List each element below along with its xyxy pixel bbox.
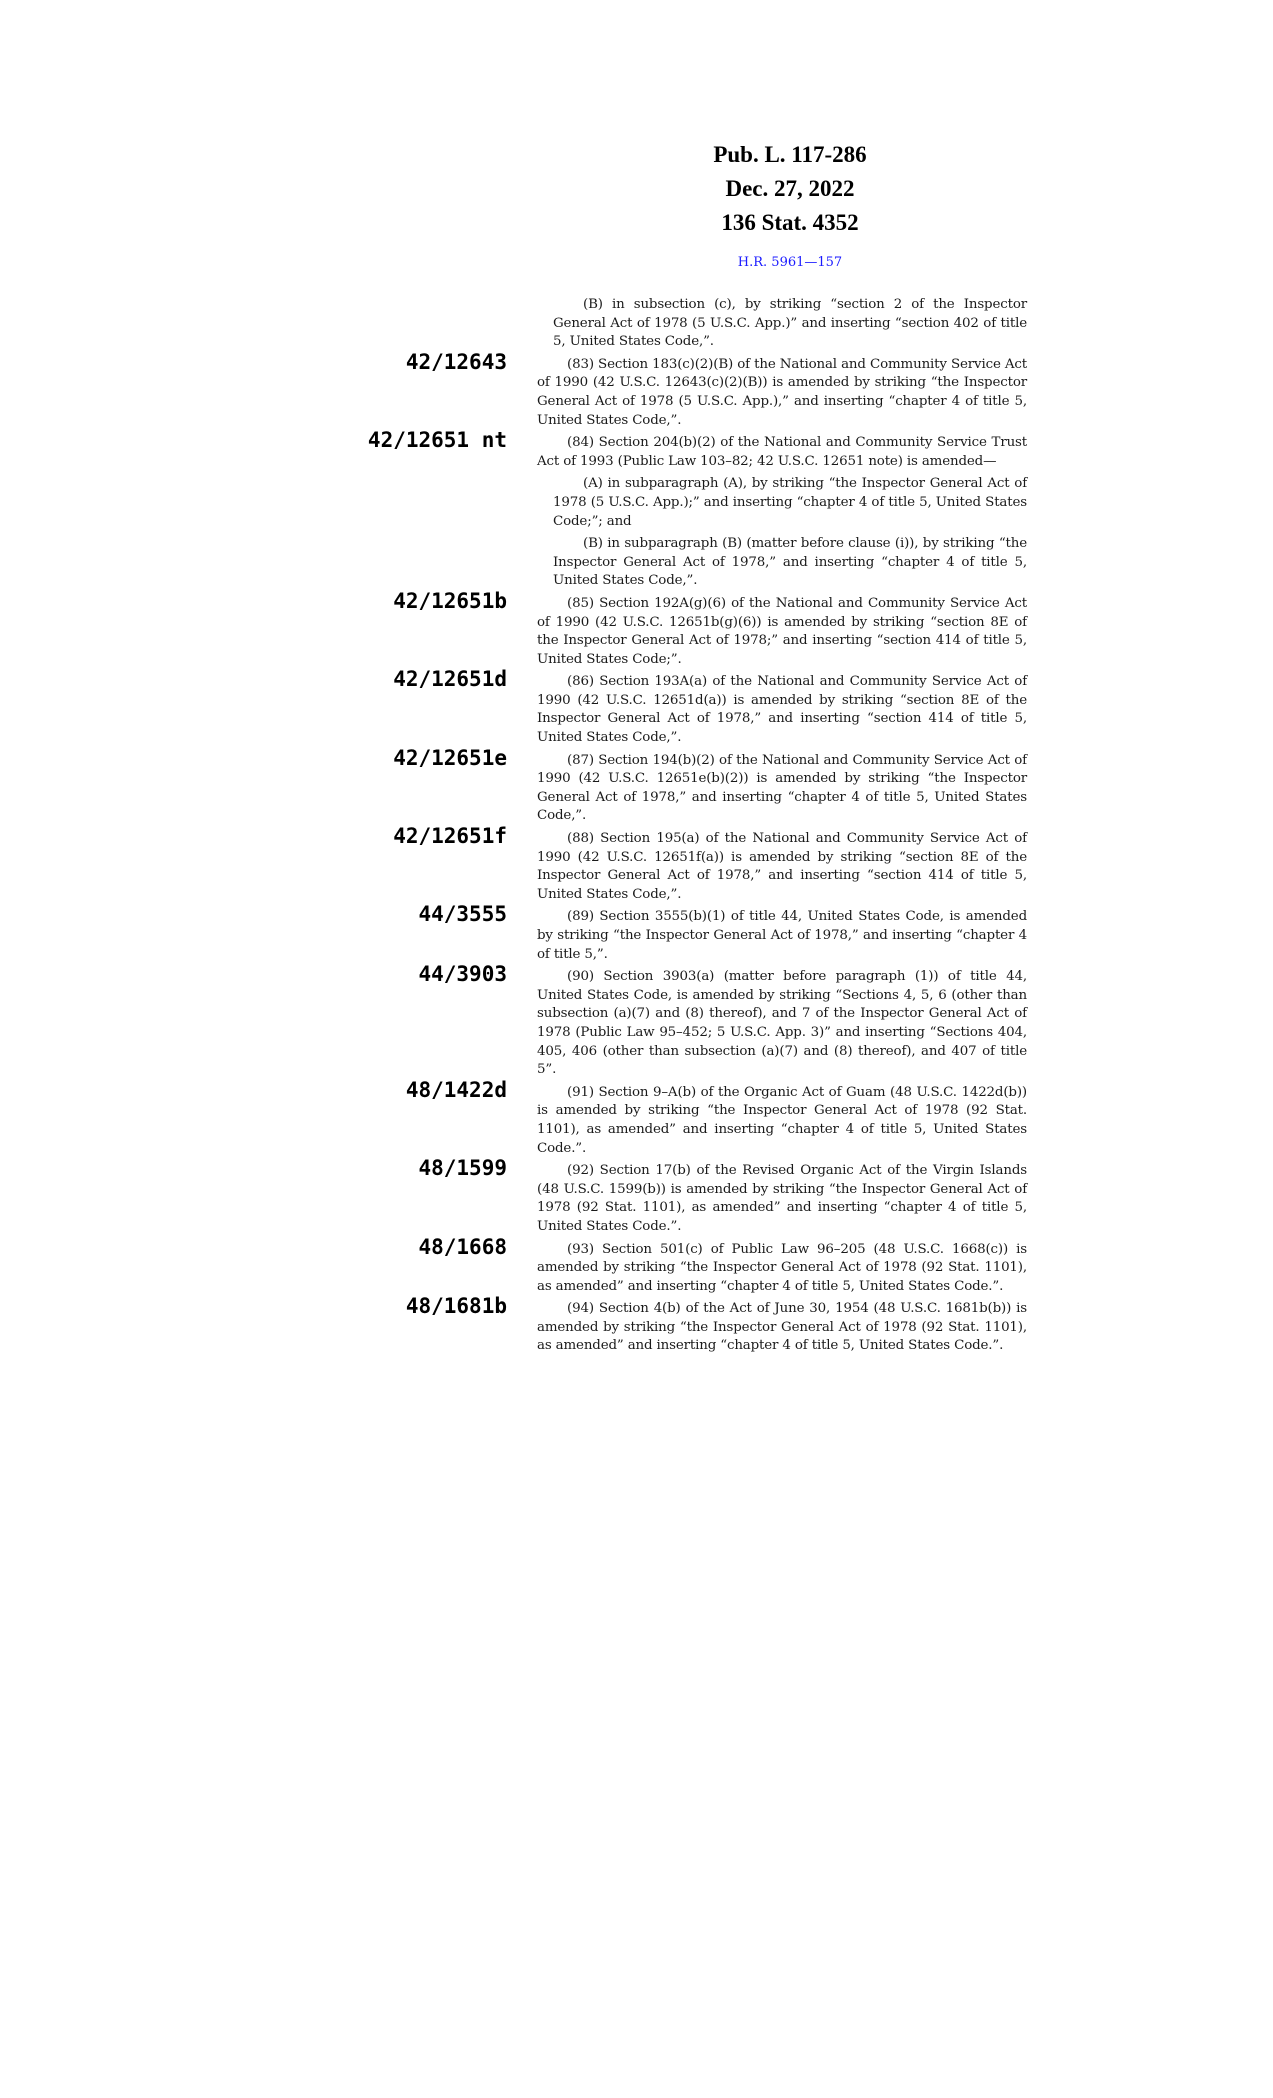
paragraph-text: (87) Section 194(b)(2) of the National and Community Service Act of 1990 (42 U.S.C. 12651e(b)(2)) is amended by striking “the Inspector General Act of 1978,” and inserting “chapter 4 of title 5, United States Code,”. xyxy=(537,752,1027,824)
statute-paragraph xyxy=(405,1077,1027,1158)
statute-paragraph xyxy=(537,296,1027,352)
paragraph-text: (84) Section 204(b)(2) of the National and Community Service Trust Act of 1993 (Public Law 103–82; 42 U.S.C. 12651 note) is amended— xyxy=(537,435,1027,469)
document-header xyxy=(640,138,940,240)
margin-citation: 42/12651f xyxy=(393,824,507,849)
bill-page-link[interactable]: H.R. 5961—157 xyxy=(737,255,843,270)
margin-citation: 42/12651b xyxy=(393,588,507,613)
paragraph-text: (B) in subparagraph (B) (matter before clause (i)), by striking “the Inspector General Act of 1978,” and inserting “chapter 4 of title 5, United States Code,”. xyxy=(553,536,1027,589)
statute-paragraph xyxy=(537,535,1027,591)
margin-citation: 42/12643 xyxy=(405,349,507,374)
paragraph-text: (90) Section 3903(a) (matter before paragraph (1)) of title 44, United States Code, is amended by striking “Sections 4, 5, 6 (other than subsection (a)(7) and (8) thereof), and 7 of the Inspector General Act of 1978 (Public Law 95–452; 5 U.S.C. App. 3)” and inserting “Sections 404, 405, 406 (other than subsection (a)(7) and (8) thereof), and 407 of title 5”. xyxy=(537,969,1027,1078)
statute-citation: 136 Stat. 4352 xyxy=(721,210,859,235)
paragraph-text: (91) Section 9–A(b) of the Organic Act of Guam (48 U.S.C. 1422d(b)) is amended by striking “the Inspector General Act of 1978 (92 Stat. 1101), as amended” and inserting “chapter 4 of title 5, United States Code.”. xyxy=(537,1084,1027,1156)
paragraph-text: (85) Section 192A(g)(6) of the National and Community Service Act of 1990 (42 U.S.C. 12651b(g)(6)) is amended by striking “section 8E of the Inspector General Act of 1978;” and inserting “section 414 of title 5, United States Code;”. xyxy=(537,595,1027,667)
statute-paragraph xyxy=(367,428,1027,471)
margin-citation: 44/3903 xyxy=(418,962,507,987)
statute-paragraph xyxy=(393,588,1027,669)
paragraph-text: (A) in subparagraph (A), by striking “the Inspector General Act of 1978 (5 U.S.C. App.);” and inserting “chapter 4 of title 5, United States Code;”; and xyxy=(553,476,1027,529)
margin-citation: 48/1422d xyxy=(405,1077,507,1102)
paragraph-text: (89) Section 3555(b)(1) of title 44, United States Code, is amended by striking “the Inspector General Act of 1978,” and inserting “chapter 4 of title 5,”. xyxy=(537,909,1027,962)
paragraph-text: (83) Section 183(c)(2)(B) of the National and Community Service Act of 1990 (42 U.S.C. 12643(c)(2)(B)) is amended by striking “the Inspector General Act of 1978 (5 U.S.C. App.),” and inserting “chapter 4 of title 5, United States Code,”. xyxy=(537,356,1027,428)
statute-paragraph xyxy=(418,962,1027,1080)
statute-paragraph xyxy=(405,1294,1027,1356)
statute-paragraph xyxy=(418,1156,1027,1236)
statute-paragraph xyxy=(393,824,1027,904)
statute-paragraph xyxy=(393,745,1027,826)
statute-paragraph xyxy=(418,902,1027,964)
public-law-number: Pub. L. 117-286 xyxy=(713,142,867,167)
paragraph-text: (94) Section 4(b) of the Act of June 30, 1954 (48 U.S.C. 1681b(b)) is amended by striking “the Inspector General Act of 1978 (92 Stat. 1101), as amended” and inserting “chapter 4 of title 5, United States Code.”. xyxy=(537,1301,1027,1354)
margin-citation: 42/12651d xyxy=(393,667,507,692)
statute-body xyxy=(367,296,1027,1360)
margin-citation: 48/1681b xyxy=(405,1294,507,1319)
statute-paragraph xyxy=(418,1234,1027,1297)
margin-citation: 42/12651 nt xyxy=(367,428,507,453)
margin-citation: 42/12651e xyxy=(393,745,507,770)
margin-citation: 44/3555 xyxy=(418,902,507,927)
paragraph-text: (B) in subsection (c), by striking “section 2 of the Inspector General Act of 1978 (5 U.S.C. App.)” and inserting “section 402 of title 5, United States Code,”. xyxy=(553,297,1027,350)
paragraph-text: (86) Section 193A(a) of the National and Community Service Act of 1990 (42 U.S.C. 12651d(a)) is amended by striking “section 8E of the Inspector General Act of 1978,” and inserting “section 414 of title 5, United States Code,”. xyxy=(537,674,1027,746)
paragraph-text: (88) Section 195(a) of the National and Community Service Act of 1990 (42 U.S.C. 12651f(a)) is amended by striking “section 8E of the Inspector General Act of 1978,” and inserting “section 414 of title 5, United States Code,”. xyxy=(537,831,1027,902)
margin-citation: 48/1668 xyxy=(418,1234,507,1259)
statute-paragraph xyxy=(537,475,1027,531)
enactment-date: Dec. 27, 2022 xyxy=(725,176,855,201)
paragraph-text: (93) Section 501(c) of Public Law 96–205 (48 U.S.C. 1668(c)) is amended by striking “the Inspector General Act of 1978 (92 Stat. 1101), as amended” and inserting “chapter 4 of title 5, United States Code.”. xyxy=(537,1241,1027,1294)
margin-citation: 48/1599 xyxy=(418,1156,507,1181)
statute-paragraph xyxy=(393,667,1027,747)
paragraph-text: (92) Section 17(b) of the Revised Organic Act of the Virgin Islands (48 U.S.C. 1599(b)) is amended by striking “the Inspector General Act of 1978 (92 Stat. 1101), as amended” and inserting “chapter 4 of title 5, United States Code.”. xyxy=(537,1163,1027,1234)
statute-paragraph xyxy=(405,349,1027,430)
